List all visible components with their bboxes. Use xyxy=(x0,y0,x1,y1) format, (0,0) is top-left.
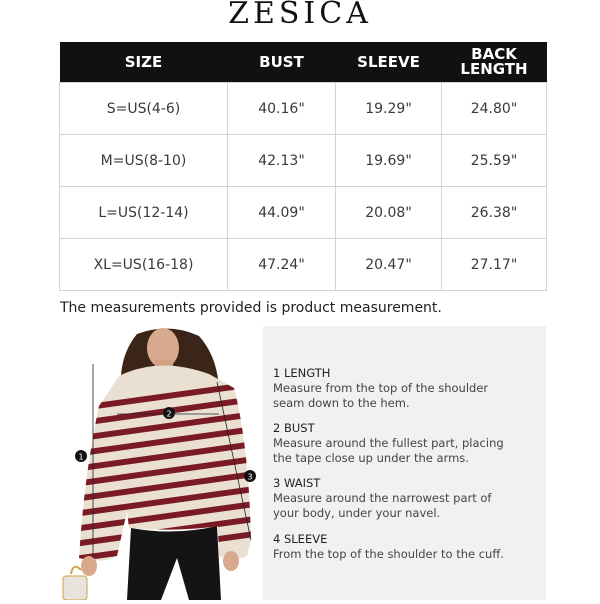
brand-logo: ZESICA xyxy=(228,0,372,31)
guide-desc-line: the tape close up under the arms. xyxy=(273,451,469,465)
guide-desc-line: From the top of the shoulder to the cuff. xyxy=(273,547,504,561)
cell-bust: 42.13" xyxy=(228,135,336,187)
measurement-guide-panel xyxy=(263,326,546,600)
guide-item-bust xyxy=(273,421,504,466)
model-illustration xyxy=(59,326,262,600)
cell-size: M=US(8-10) xyxy=(60,135,228,187)
cell-back-length: 25.59" xyxy=(442,135,547,187)
cell-sleeve: 19.69" xyxy=(336,135,442,187)
table-row xyxy=(60,135,547,187)
guide-title: 4 SLEEVE xyxy=(273,532,328,546)
hand-right xyxy=(223,551,239,571)
guide-desc-line: seam down to the hem. xyxy=(273,396,410,410)
measurement-note: The measurements provided is product measurement. xyxy=(60,300,442,316)
marker-1-label: 1 xyxy=(78,452,84,462)
guide-desc-line: Measure around the fullest part, placing xyxy=(273,436,504,450)
size-chart-table xyxy=(59,42,547,291)
header-back-length-line2: LENGTH xyxy=(460,60,528,78)
guide-item-waist xyxy=(273,476,491,521)
hand-left xyxy=(81,556,97,576)
pants-shape xyxy=(127,526,221,600)
guide-desc-line: Measure from the top of the shoulder xyxy=(273,381,489,395)
guide-item-sleeve xyxy=(273,532,504,562)
guide-desc-line: your body, under your navel. xyxy=(273,506,441,520)
guide-title: 3 WAIST xyxy=(273,476,321,490)
bag-shape xyxy=(63,576,87,600)
table-row xyxy=(60,83,547,135)
cell-size: L=US(12-14) xyxy=(60,187,228,239)
table-row xyxy=(60,239,547,291)
table-row xyxy=(60,187,547,239)
cell-sleeve: 20.47" xyxy=(336,239,442,291)
cell-size: S=US(4-6) xyxy=(60,83,228,135)
header-bust: BUST xyxy=(228,42,336,83)
guide-desc-line: Measure around the narrowest part of xyxy=(273,491,492,505)
cell-bust: 47.24" xyxy=(228,239,336,291)
header-sleeve: SLEEVE xyxy=(336,42,442,83)
model-photo xyxy=(59,326,262,600)
cell-bust: 40.16" xyxy=(228,83,336,135)
guide-title: 2 BUST xyxy=(273,421,315,435)
cell-sleeve: 20.08" xyxy=(336,187,442,239)
bag-handle xyxy=(71,567,81,574)
header-back-length-line1: BACK xyxy=(471,45,517,63)
table-header-row xyxy=(60,42,547,83)
cell-size: XL=US(16-18) xyxy=(60,239,228,291)
cell-back-length: 24.80" xyxy=(442,83,547,135)
header-size: SIZE xyxy=(60,42,228,83)
guide-title: 1 LENGTH xyxy=(273,366,331,380)
cell-back-length: 26.38" xyxy=(442,187,547,239)
marker-2-label: 2 xyxy=(166,409,172,419)
marker-3-label: 3 xyxy=(247,472,253,482)
guide-item-length xyxy=(273,366,488,411)
cell-bust: 44.09" xyxy=(228,187,336,239)
cell-back-length: 27.17" xyxy=(442,239,547,291)
header-back-length xyxy=(442,42,547,83)
cell-sleeve: 19.29" xyxy=(336,83,442,135)
